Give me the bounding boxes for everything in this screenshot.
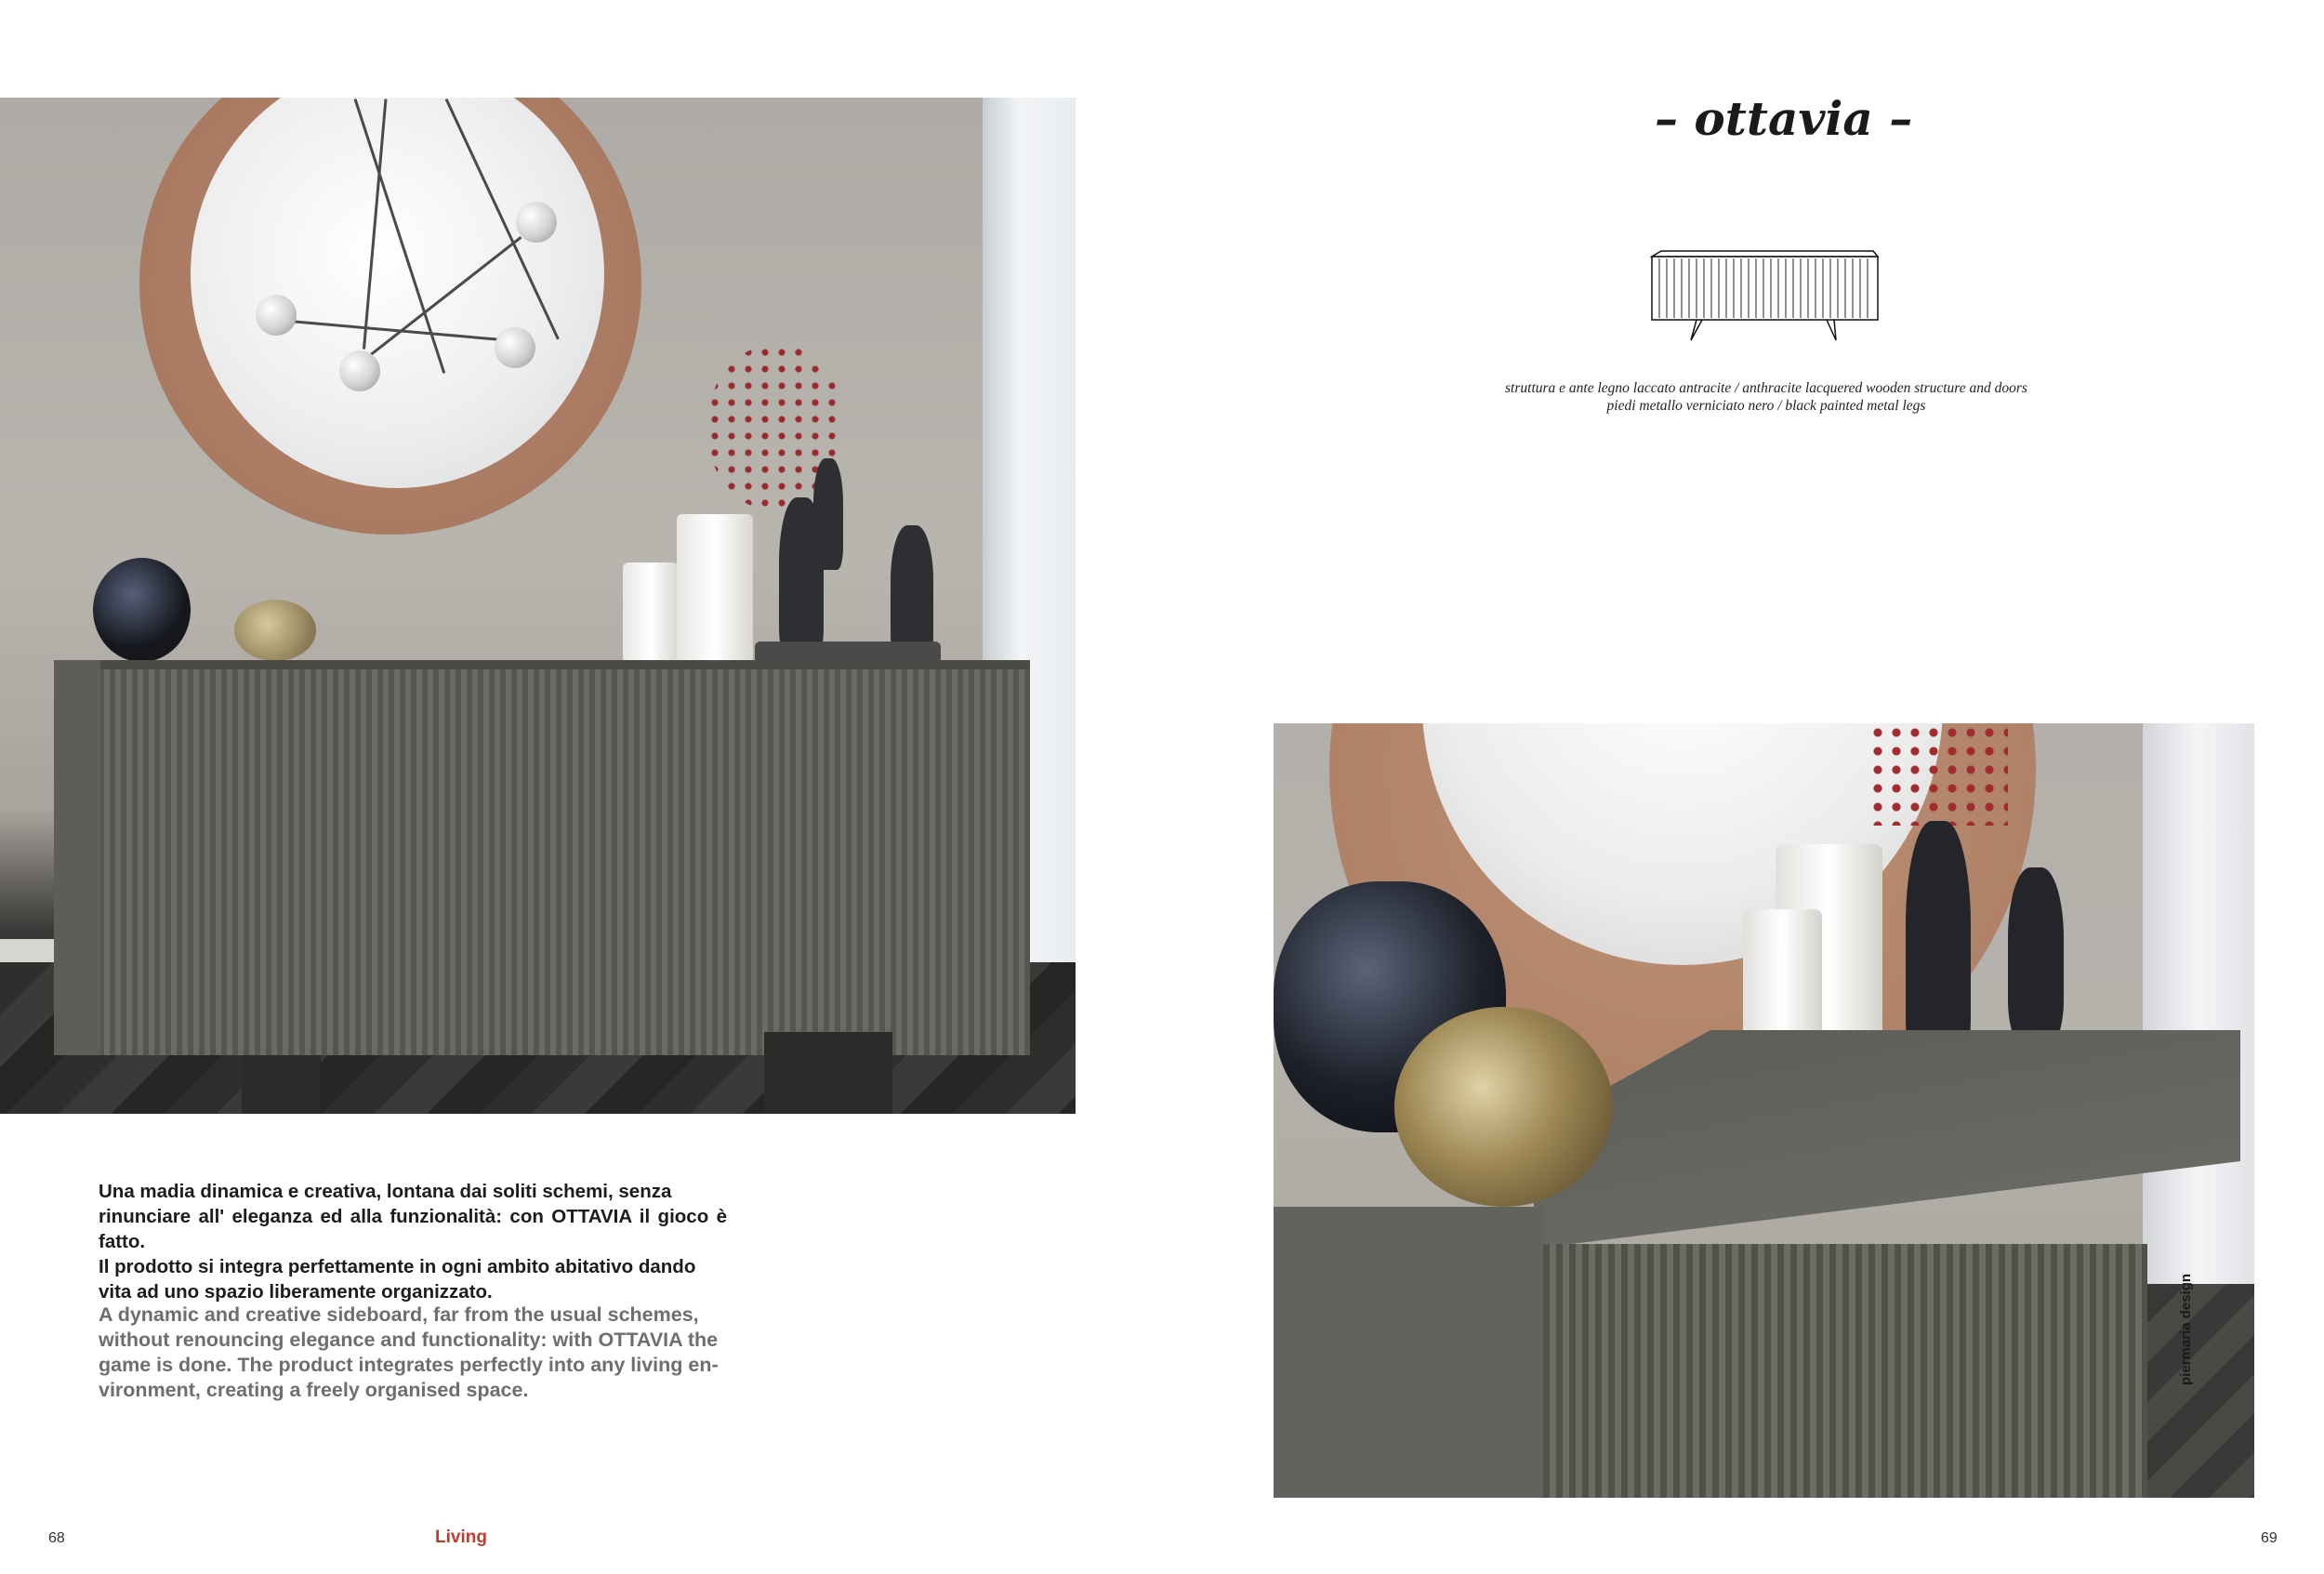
description-line: A dynamic and creative sideboard, far from the usual schemes, [99,1303,699,1326]
pendant-bulb [339,351,380,391]
description-line: without renouncing elegance and functionality: with OTTAVIA the [99,1329,719,1351]
description-italian [99,1179,727,1304]
description-line: Una madia dinamica e creativa, lontana dai soliti schemi, senza [99,1181,672,1202]
designer-credit: piermaria design [2178,1273,2194,1385]
amber-glass-bowl [1394,1007,1613,1207]
description-line: Il prodotto si integra perfettamente in ogni ambito abitativo dando [99,1256,696,1277]
product-title: – ottavia – [1655,91,1913,146]
glass-vase [677,514,753,663]
spec-line: struttura e ante legno laccato antracite / anthracite lacquered wooden structure and doors [1505,380,2027,396]
description-line: vita ad uno spazio liberamente organizzato. [99,1281,493,1303]
interior-photo-left [0,98,1076,1114]
glass-vase [623,562,679,663]
dark-ceramic-vase [813,458,843,570]
sideboard-fluted-front [1543,1244,2147,1498]
page-number-right: 69 [2261,1530,2278,1546]
description-english [99,1303,727,1403]
interior-photo-right [1274,723,2254,1498]
pendant-bulb [495,327,535,368]
amber-glass-bowl [234,600,316,661]
sideboard-sketch-icon [1650,249,1882,347]
sideboard-side-panel [54,660,100,1055]
material-spec [1450,379,2082,415]
description-line: rinunciare all' eleganza ed alla funzionalità: con OTTAVIA il gioco è fatto. [99,1206,727,1252]
pendant-bulb [516,202,557,243]
glass-vase [1743,909,1822,1049]
sideboard-side-panel [1274,1207,1543,1498]
description-line: game is done. The product integrates perfectly into any living en- [99,1354,719,1376]
pendant-bulb [256,295,297,336]
red-berry-branches [1868,723,2008,826]
sideboard [54,660,1030,1055]
black-glass-vase [93,558,191,662]
dark-ceramic-vase [2008,867,2064,1044]
page-number-left: 68 [48,1530,65,1546]
section-label: Living [435,1528,487,1547]
spec-line: piedi metallo verniciato nero / black painted metal legs [1606,398,1926,414]
sideboard-leg [242,1055,321,1114]
description-line: vironment, creating a freely organised space. [99,1379,529,1401]
sideboard-leg [764,1032,892,1114]
